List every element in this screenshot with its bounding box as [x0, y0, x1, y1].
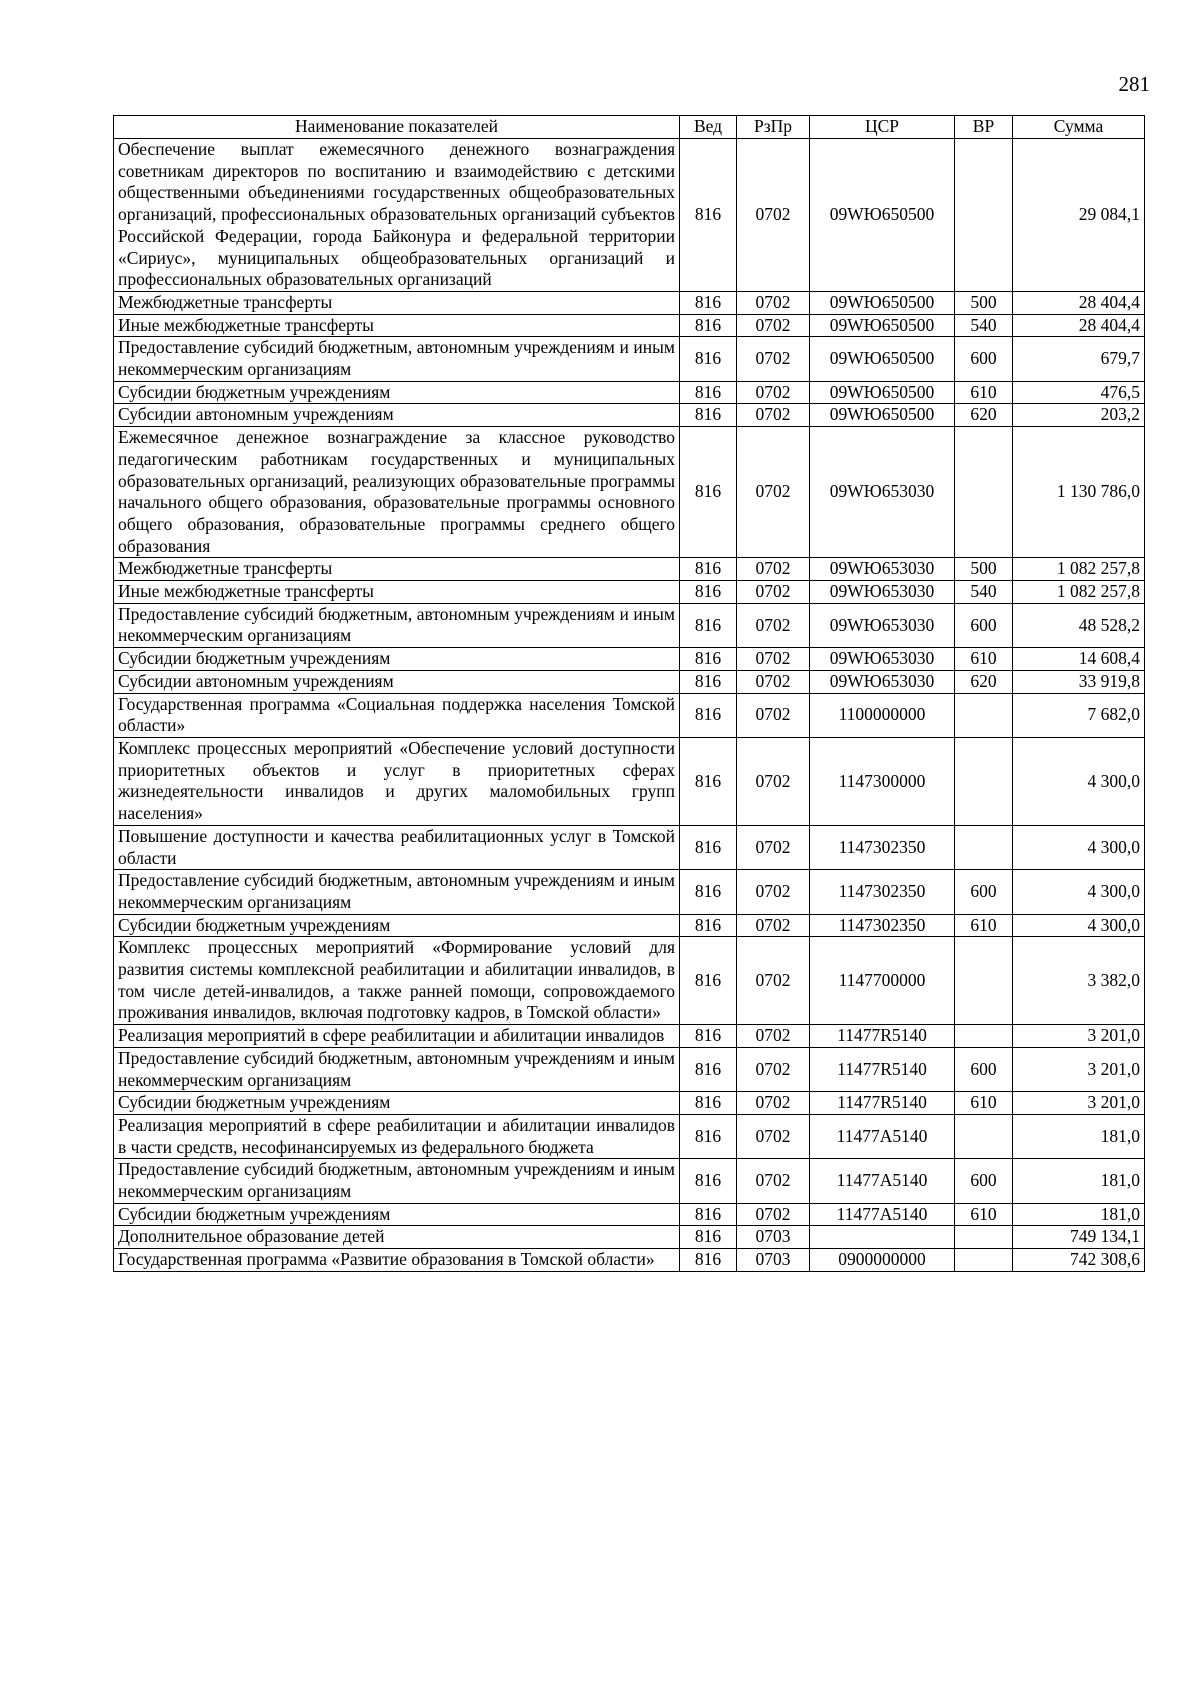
- cell-sum: 14 608,4: [1013, 648, 1145, 671]
- cell-rzpr: 0702: [737, 381, 810, 404]
- header-sum: Сумма: [1013, 116, 1145, 139]
- cell-ved: 816: [680, 937, 737, 1025]
- cell-sum: 1 082 257,8: [1013, 581, 1145, 604]
- cell-vr: 600: [955, 337, 1013, 381]
- table-row: [114, 337, 1145, 381]
- table-row: [114, 693, 1145, 737]
- cell-csr: 09WЮ650500: [810, 139, 955, 292]
- cell-vr: 600: [955, 1159, 1013, 1203]
- cell-name: Предоставление субсидий бюджетным, автономным учреждениям и иным некоммерческим организациям: [114, 603, 680, 647]
- header-name: Наименование показателей: [114, 116, 680, 139]
- cell-vr: [955, 937, 1013, 1025]
- cell-ved: 816: [680, 1047, 737, 1091]
- header-rzpr: РзПр: [737, 116, 810, 139]
- table-row: [114, 427, 1145, 558]
- cell-rzpr: 0702: [737, 914, 810, 937]
- cell-name: Предоставление субсидий бюджетным, автономным учреждениям и иным некоммерческим организациям: [114, 1047, 680, 1091]
- cell-ved: 816: [680, 139, 737, 292]
- cell-csr: 09WЮ653030: [810, 670, 955, 693]
- cell-csr: 11477R5140: [810, 1047, 955, 1091]
- cell-name: Реализация мероприятий в сфере реабилитации и абилитации инвалидов в части средств, несофинансируемых из федерального бюджета: [114, 1114, 680, 1158]
- cell-sum: 33 919,8: [1013, 670, 1145, 693]
- table-row: [114, 1203, 1145, 1226]
- cell-csr: 1147700000: [810, 937, 955, 1025]
- cell-rzpr: 0702: [737, 693, 810, 737]
- cell-vr: 610: [955, 381, 1013, 404]
- cell-vr: 600: [955, 870, 1013, 914]
- cell-ved: 816: [680, 1114, 737, 1158]
- cell-sum: 7 682,0: [1013, 693, 1145, 737]
- cell-name: Субсидии бюджетным учреждениям: [114, 1092, 680, 1115]
- cell-ved: 816: [680, 1226, 737, 1249]
- cell-name: Предоставление субсидий бюджетным, автономным учреждениям и иным некоммерческим организациям: [114, 337, 680, 381]
- header-ved: Вед: [680, 116, 737, 139]
- cell-ved: 816: [680, 1249, 737, 1272]
- cell-sum: 28 404,4: [1013, 291, 1145, 314]
- cell-name: Государственная программа «Развитие образования в Томской области»: [114, 1249, 680, 1272]
- table-row: [114, 581, 1145, 604]
- cell-rzpr: 0702: [737, 1025, 810, 1048]
- table-row: [114, 670, 1145, 693]
- cell-ved: 816: [680, 314, 737, 337]
- cell-ved: 816: [680, 1092, 737, 1115]
- cell-sum: 679,7: [1013, 337, 1145, 381]
- cell-ved: 816: [680, 603, 737, 647]
- table-row: [114, 381, 1145, 404]
- cell-vr: 600: [955, 603, 1013, 647]
- table-row: [114, 937, 1145, 1025]
- cell-csr: 09WЮ650500: [810, 381, 955, 404]
- cell-name: Ежемесячное денежное вознаграждение за классное руководство педагогическим работникам государственных и муниципальных образовательных организаций, реализующих образовательные программы начального общего образования, образовательные программы основного общего образования, образовательные программы среднего общего образования: [114, 427, 680, 558]
- cell-ved: 816: [680, 825, 737, 869]
- table-row: [114, 737, 1145, 825]
- cell-ved: 816: [680, 670, 737, 693]
- table-body: [114, 139, 1145, 1272]
- cell-name: Субсидии бюджетным учреждениям: [114, 914, 680, 937]
- cell-name: Субсидии автономным учреждениям: [114, 404, 680, 427]
- cell-sum: 742 308,6: [1013, 1249, 1145, 1272]
- cell-rzpr: 0702: [737, 825, 810, 869]
- cell-ved: 816: [680, 693, 737, 737]
- cell-sum: 1 082 257,8: [1013, 558, 1145, 581]
- table-row: [114, 314, 1145, 337]
- cell-rzpr: 0702: [737, 314, 810, 337]
- cell-sum: 4 300,0: [1013, 914, 1145, 937]
- cell-name: Субсидии бюджетным учреждениям: [114, 648, 680, 671]
- cell-vr: 500: [955, 558, 1013, 581]
- cell-csr: 11477A5140: [810, 1114, 955, 1158]
- cell-rzpr: 0702: [737, 870, 810, 914]
- cell-rzpr: 0702: [737, 1203, 810, 1226]
- table-row: [114, 1025, 1145, 1048]
- cell-name: Предоставление субсидий бюджетным, автономным учреждениям и иным некоммерческим организациям: [114, 870, 680, 914]
- cell-name: Иные межбюджетные трансферты: [114, 581, 680, 604]
- table-row: [114, 1114, 1145, 1158]
- cell-rzpr: 0702: [737, 937, 810, 1025]
- cell-vr: 610: [955, 914, 1013, 937]
- cell-ved: 816: [680, 291, 737, 314]
- cell-vr: 610: [955, 1203, 1013, 1226]
- cell-csr: 1100000000: [810, 693, 955, 737]
- cell-rzpr: 0702: [737, 558, 810, 581]
- cell-sum: 181,0: [1013, 1114, 1145, 1158]
- cell-rzpr: 0702: [737, 1159, 810, 1203]
- cell-csr: 11477R5140: [810, 1092, 955, 1115]
- cell-csr: 09WЮ653030: [810, 603, 955, 647]
- cell-sum: 29 084,1: [1013, 139, 1145, 292]
- cell-csr: 09WЮ653030: [810, 648, 955, 671]
- table-row: [114, 1249, 1145, 1272]
- cell-sum: 3 382,0: [1013, 937, 1145, 1025]
- cell-vr: 610: [955, 648, 1013, 671]
- cell-name: Комплекс процессных мероприятий «Обеспечение условий доступности приоритетных объектов и услуг в приоритетных сферах жизнедеятельности инвалидов и других маломобильных групп населения»: [114, 737, 680, 825]
- cell-rzpr: 0702: [737, 427, 810, 558]
- cell-vr: [955, 427, 1013, 558]
- header-vr: ВР: [955, 116, 1013, 139]
- cell-vr: 600: [955, 1047, 1013, 1091]
- table-row: [114, 291, 1145, 314]
- cell-ved: 816: [680, 337, 737, 381]
- cell-vr: 500: [955, 291, 1013, 314]
- cell-ved: 816: [680, 914, 737, 937]
- cell-csr: 1147302350: [810, 914, 955, 937]
- cell-ved: 816: [680, 427, 737, 558]
- cell-sum: 4 300,0: [1013, 737, 1145, 825]
- cell-rzpr: 0702: [737, 1092, 810, 1115]
- cell-csr: 09WЮ653030: [810, 581, 955, 604]
- cell-sum: 48 528,2: [1013, 603, 1145, 647]
- cell-vr: [955, 1249, 1013, 1272]
- cell-ved: 816: [680, 870, 737, 914]
- cell-sum: 3 201,0: [1013, 1047, 1145, 1091]
- cell-name: Субсидии бюджетным учреждениям: [114, 1203, 680, 1226]
- table-row: [114, 870, 1145, 914]
- budget-table: [113, 115, 1145, 1272]
- cell-ved: 816: [680, 1159, 737, 1203]
- cell-vr: [955, 1025, 1013, 1048]
- table-row: [114, 139, 1145, 292]
- cell-name: Межбюджетные трансферты: [114, 558, 680, 581]
- cell-csr: 1147302350: [810, 870, 955, 914]
- cell-vr: [955, 737, 1013, 825]
- cell-csr: 09WЮ650500: [810, 404, 955, 427]
- cell-sum: 3 201,0: [1013, 1092, 1145, 1115]
- table-row: [114, 404, 1145, 427]
- cell-sum: 1 130 786,0: [1013, 427, 1145, 558]
- cell-sum: 749 134,1: [1013, 1226, 1145, 1249]
- table-row: [114, 1092, 1145, 1115]
- cell-name: Субсидии бюджетным учреждениям: [114, 381, 680, 404]
- cell-sum: 476,5: [1013, 381, 1145, 404]
- cell-rzpr: 0702: [737, 648, 810, 671]
- cell-name: Повышение доступности и качества реабилитационных услуг в Томской области: [114, 825, 680, 869]
- cell-name: Реализация мероприятий в сфере реабилитации и абилитации инвалидов: [114, 1025, 680, 1048]
- cell-rzpr: 0702: [737, 337, 810, 381]
- cell-name: Дополнительное образование детей: [114, 1226, 680, 1249]
- cell-vr: [955, 1114, 1013, 1158]
- cell-vr: 620: [955, 404, 1013, 427]
- table-row: [114, 558, 1145, 581]
- cell-vr: [955, 825, 1013, 869]
- cell-ved: 816: [680, 737, 737, 825]
- cell-csr: 09WЮ650500: [810, 314, 955, 337]
- cell-rzpr: 0702: [737, 404, 810, 427]
- cell-csr: 09WЮ650500: [810, 337, 955, 381]
- cell-rzpr: 0703: [737, 1249, 810, 1272]
- table-row: [114, 914, 1145, 937]
- table-row: [114, 825, 1145, 869]
- cell-csr: 11477A5140: [810, 1159, 955, 1203]
- cell-vr: [955, 1226, 1013, 1249]
- cell-sum: 28 404,4: [1013, 314, 1145, 337]
- table-row: [114, 1047, 1145, 1091]
- cell-rzpr: 0702: [737, 1047, 810, 1091]
- cell-rzpr: 0702: [737, 139, 810, 292]
- cell-sum: 3 201,0: [1013, 1025, 1145, 1048]
- cell-vr: 540: [955, 581, 1013, 604]
- cell-csr: 11477A5140: [810, 1203, 955, 1226]
- cell-vr: 610: [955, 1092, 1013, 1115]
- cell-ved: 816: [680, 648, 737, 671]
- cell-sum: 4 300,0: [1013, 825, 1145, 869]
- cell-csr: 11477R5140: [810, 1025, 955, 1048]
- cell-csr: 0900000000: [810, 1249, 955, 1272]
- cell-rzpr: 0702: [737, 670, 810, 693]
- cell-csr: 09WЮ653030: [810, 427, 955, 558]
- cell-vr: [955, 139, 1013, 292]
- cell-csr: 09WЮ650500: [810, 291, 955, 314]
- cell-ved: 816: [680, 1203, 737, 1226]
- cell-csr: 1147300000: [810, 737, 955, 825]
- table-row: [114, 1159, 1145, 1203]
- cell-rzpr: 0702: [737, 581, 810, 604]
- header-csr: ЦСР: [810, 116, 955, 139]
- cell-sum: 181,0: [1013, 1159, 1145, 1203]
- page-number: 281: [1118, 72, 1150, 96]
- cell-csr: 1147302350: [810, 825, 955, 869]
- cell-vr: 620: [955, 670, 1013, 693]
- cell-name: Субсидии автономным учреждениям: [114, 670, 680, 693]
- cell-sum: 203,2: [1013, 404, 1145, 427]
- cell-ved: 816: [680, 404, 737, 427]
- cell-rzpr: 0702: [737, 603, 810, 647]
- cell-rzpr: 0703: [737, 1226, 810, 1249]
- cell-ved: 816: [680, 581, 737, 604]
- cell-name: Комплекс процессных мероприятий «Формирование условий для развития системы комплексной реабилитации и абилитации инвалидов, в том числе детей-инвалидов, а также ранней помощи, сопровождаемого проживания инвалидов, включая подготовку кадров, в Томской области»: [114, 937, 680, 1025]
- cell-ved: 816: [680, 1025, 737, 1048]
- table-row: [114, 1226, 1145, 1249]
- table-row: [114, 603, 1145, 647]
- cell-csr: 09WЮ653030: [810, 558, 955, 581]
- table-row: [114, 648, 1145, 671]
- cell-rzpr: 0702: [737, 1114, 810, 1158]
- cell-rzpr: 0702: [737, 737, 810, 825]
- cell-name: Обеспечение выплат ежемесячного денежного вознаграждения советникам директоров по воспитанию и взаимодействию с детскими общественными объединениями государственных общеобразовательных организаций, профессиональных образовательных организаций субъектов Российской Федерации, города Байконура и федеральной территории «Сириус», муниципальных общеобразовательных организаций и профессиональных образовательных организаций: [114, 139, 680, 292]
- cell-ved: 816: [680, 381, 737, 404]
- cell-name: Государственная программа «Социальная поддержка населения Томской области»: [114, 693, 680, 737]
- cell-name: Предоставление субсидий бюджетным, автономным учреждениям и иным некоммерческим организациям: [114, 1159, 680, 1203]
- cell-name: Межбюджетные трансферты: [114, 291, 680, 314]
- table-header-row: [114, 116, 1145, 139]
- cell-sum: 4 300,0: [1013, 870, 1145, 914]
- cell-sum: 181,0: [1013, 1203, 1145, 1226]
- cell-rzpr: 0702: [737, 291, 810, 314]
- cell-vr: [955, 693, 1013, 737]
- cell-name: Иные межбюджетные трансферты: [114, 314, 680, 337]
- cell-ved: 816: [680, 558, 737, 581]
- cell-csr: [810, 1226, 955, 1249]
- cell-vr: 540: [955, 314, 1013, 337]
